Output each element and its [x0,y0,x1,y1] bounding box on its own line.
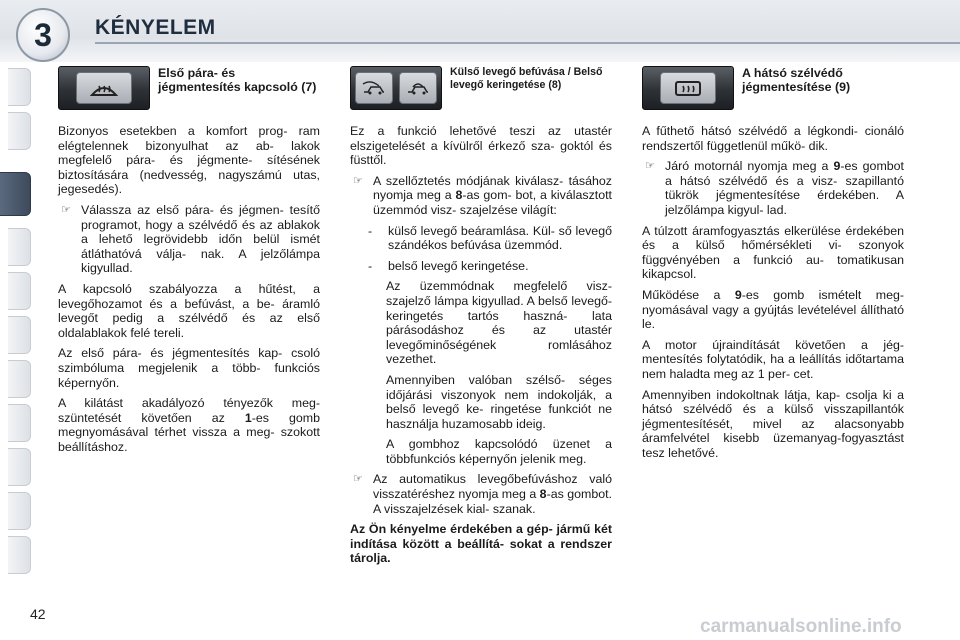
outside-air-icon [361,79,387,97]
side-tab[interactable] [8,492,31,530]
paragraph: A kilátást akadályozó tényezők meg- szüntetését követően az 1-es gomb megnyomásával térhet vissza a meg- szokott beállításhoz. [58,396,320,454]
hand-pointer-icon: ☞ [61,203,71,216]
paragraph: A gombhoz kapcsolódó üzenet a többfunkciós képernyőn jelenik meg. [386,437,612,466]
paragraph: A kapcsoló szabályozza a hűtést, a levegőhozamot és a befúvást, a be- áramló levegőt pedig a szélvédő és az első oldalablakok felé tereli. [58,281,320,340]
paragraph: A túlzott áramfogyasztás elkerülése érdekében és a külső hőmérsékleti vi- szonyok függvényében a funkció au- tomatikusan kikapcsol. [642,223,904,282]
paragraph: Amennyiben indokoltnak látja, kap- csolja ki a hátsó szélvédő és a külső visszapillantók jégmentesítését, mivel az alacsonyabb áramfelvétel kisebb üzemanyag-fogyasztást tesz lehetővé. [642,387,904,460]
paragraph: Amennyiben valóban szélső- séges időjárási viszonyok nem indokolják, a belső levegő ke- ringetése funkciót ne használja huzamosabb ideig. [386,372,612,431]
paragraph: Működése a 9-es gomb ismételt meg- nyomásával vagy a gyújtás levételével állítható le. [642,287,904,332]
front-defrost-button-photo [58,66,150,110]
section-air-recirculation [350,66,612,572]
header-rule [95,42,960,44]
section-front-defrost [58,66,320,460]
hand-pointer-icon: ☞ [353,174,363,187]
note-paragraph: Az Ön kényelme érdekében a gép- jármű két indítása között a beállítá- sokat a rendszer tárolja. [350,522,612,566]
bullet-item: ☞ Válassza az első pára- és jégmen- tesítő programot, hogy a szélvédő és az ablakok a lehető legrövidebb időn belül ismét átláthatóvá válja- nak. A jelzőlámpa kigyullad. [58,203,320,276]
paragraph: A fűthető hátsó szélvédő a légkondi- cionáló rendszertől függetlenül műkö- dik. [642,124,904,153]
dash-item: - belső levegő keringetése. [368,258,529,273]
bullet-item: ☞ Az automatikus levegőbefúváshoz való visszatéréshez nyomja meg a 8-as gombot. A visszajelzések kial- szanak. [350,472,612,516]
side-tab[interactable] [8,536,31,574]
chapter-number-badge: 3 [16,8,70,62]
paragraph: A motor újraindítását követően a jég- mentesítés folytatódik, ha a leállítás időtartama nem haladta meg az 1 per- cet. [642,337,904,381]
section-title: Első pára- és jégmentesítés kapcsoló (7) [158,66,317,94]
side-tab[interactable] [8,112,31,150]
recirculation-button-photo [350,66,442,110]
side-tab[interactable] [8,404,31,442]
paragraph: Ez a funkció lehetővé teszi az utastér elszigetelését a kívülről érkező sza- goktól és füsttől. [350,124,612,168]
section-title: Külső levegő befúvása / Belső levegő keringetése (8) [450,66,603,91]
hand-pointer-icon: ☞ [645,160,655,173]
section-rear-defrost [642,66,904,466]
side-tab[interactable] [8,272,31,310]
side-tab[interactable] [8,316,31,354]
paragraph: Bizonyos esetekben a komfort prog- ram elégtelennek bizonyulhat az ab- lakok megfelelő pára- és jégmente- sítésének biztosítására (nedvesség, nagyszámú utas, jegesedés). [58,124,320,197]
dash-item: - külső levegő beáramlása. Kül- ső levegő szándékos befúvása üzemmód. [368,223,612,253]
paragraph: Az első pára- és jégmentesítés kap- csoló szimbóluma megjelenik a több- funkciós képernyőn. [58,346,320,390]
section-title: A hátsó szélvédő jégmentesítése (9) [742,66,851,94]
side-tab[interactable] [8,68,31,106]
bullet-item: ☞ Járó motornál nyomja meg a 9-es gombot a hátsó szélvédő és a visz- szapillantó tükrök jégmentesítése érdekében. A jelzőlámpa kigyul- lad. [642,159,904,217]
side-tab[interactable] [8,360,31,398]
paragraph: Az üzemmódnak megfelelő visz- szajelző lámpa kigyullad. A belső levegő-keringetés tartós haszná- lata párásodáshoz és az utastér levegőminőségének romlásához vezethet. [386,279,612,367]
side-tab[interactable] [8,448,31,486]
rear-defrost-button-photo [642,66,734,110]
page-number: 42 [30,606,46,622]
watermark: carmanualsonline.info [700,616,902,637]
recirculation-icon [405,79,431,97]
side-tab-active[interactable] [0,172,31,216]
rear-window-defrost-icon [673,78,703,98]
windscreen-defrost-icon [89,78,119,98]
bullet-item: ☞ A szellőztetés módjának kiválasz- tásához nyomja meg a 8-as gom- bot, a kiválasztott üzemmód visz- szajelzése világít: [350,174,612,218]
hand-pointer-icon: ☞ [353,473,363,486]
chapter-title: KÉNYELEM [95,16,216,39]
side-tab[interactable] [8,228,31,266]
